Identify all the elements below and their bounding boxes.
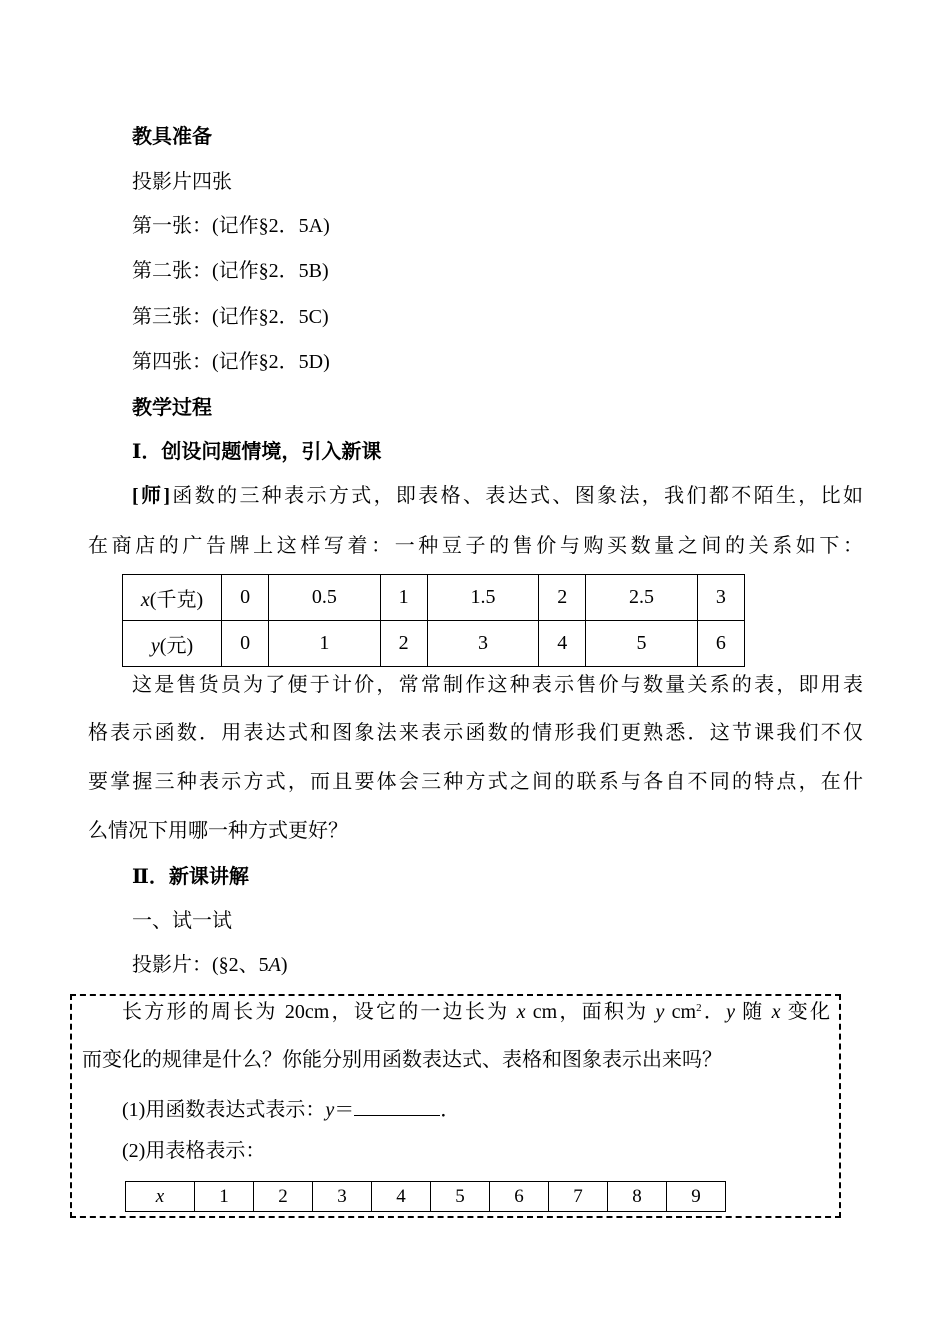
table-cell: 2 xyxy=(254,1182,313,1212)
teacher-tag: [师] xyxy=(132,485,171,507)
body-paragraph-line: 格表示函数．用表达式和图象法来表示函数的情形我们更熟悉．这节课我们不仅 xyxy=(88,722,863,744)
problem-line: 长方形的周长为 20cm，设它的一边长为 x cm，面积为 y $cm^2$．y 随 x 变化 xyxy=(122,1001,831,1023)
table-header-cell: x(千克) xyxy=(123,575,222,621)
slide-reference: 投影片：(§2、5A) xyxy=(132,954,288,976)
problem-line: 而变化的规律是什么？你能分别用函数表达式、表格和图象表示出来吗？ xyxy=(82,1049,722,1071)
table-row xyxy=(123,621,745,667)
prep-item: 第四张：(记作§2．5D) xyxy=(132,351,330,373)
table-cell: 4 xyxy=(539,621,586,667)
process-heading: 教学过程 xyxy=(132,397,212,419)
table-cell: 6 xyxy=(490,1182,549,1212)
table-cell: 3 xyxy=(427,621,538,667)
table-cell: 1.5 xyxy=(427,575,538,621)
intro-text: 函数的三种表示方式，即表格、表达式、图象法，我们都不陌生，比如 xyxy=(170,485,863,507)
prep-heading: 教具准备 xyxy=(132,126,212,148)
prep-item: 投影片四张 xyxy=(132,171,232,193)
xy-table xyxy=(125,1181,726,1212)
table-row xyxy=(123,575,745,621)
table-cell: 3 xyxy=(313,1182,372,1212)
price-table xyxy=(122,574,745,667)
intro-paragraph-line xyxy=(132,486,863,506)
table-cell: 0 xyxy=(222,621,269,667)
table-cell: 6 xyxy=(697,621,744,667)
table-cell: 2 xyxy=(380,621,427,667)
table-cell: 1 xyxy=(380,575,427,621)
table-cell: 8 xyxy=(608,1182,667,1212)
body-paragraph-line: 这是售货员为了便于计价，常常制作这种表示售价与数量关系的表，即用表 xyxy=(132,674,863,696)
table-cell: 1 xyxy=(195,1182,254,1212)
table-cell: 5 xyxy=(431,1182,490,1212)
answer-blank xyxy=(354,1097,440,1116)
table-row xyxy=(126,1182,726,1212)
table-cell: 2.5 xyxy=(586,575,697,621)
section-heading-2: Ⅱ．新课讲解 xyxy=(132,866,249,888)
table-cell: 4 xyxy=(372,1182,431,1212)
prep-item: 第一张：(记作§2．5A) xyxy=(132,215,330,237)
body-paragraph-line: 么情况下用哪一种方式更好？ xyxy=(88,820,348,842)
intro-paragraph-line: 在商店的广告牌上这样写着：一种豆子的售价与购买数量之间的关系如下： xyxy=(88,535,863,557)
prep-item: 第三张：(记作§2．5C) xyxy=(132,306,329,328)
try-heading: 一、试一试 xyxy=(132,910,232,932)
table-header-cell: x xyxy=(126,1182,195,1212)
question-2: (2)用表格表示： xyxy=(122,1140,266,1162)
prep-item: 第二张：(记作§2．5B) xyxy=(132,260,329,282)
table-cell: 9 xyxy=(667,1182,726,1212)
table-header-cell: y(元) xyxy=(123,621,222,667)
table-cell: 3 xyxy=(697,575,744,621)
table-cell: 7 xyxy=(549,1182,608,1212)
table-cell: 2 xyxy=(539,575,586,621)
question-1: (1)用函数表达式表示：y＝ ． xyxy=(122,1099,461,1121)
section-heading-1: Ⅰ．创设问题情境，引入新课 xyxy=(132,441,382,463)
table-cell: 0.5 xyxy=(269,575,380,621)
table-cell: 0 xyxy=(222,575,269,621)
body-paragraph-line: 要掌握三种表示方式，而且要体会三种方式之间的联系与各自不同的特点，在什 xyxy=(88,771,863,793)
table-cell: 1 xyxy=(269,621,380,667)
table-cell: 5 xyxy=(586,621,697,667)
